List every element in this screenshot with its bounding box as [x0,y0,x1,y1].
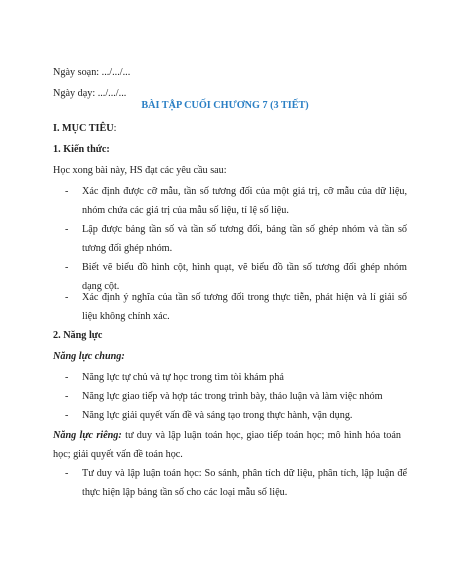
specific-competence-paragraph [53,426,401,464]
document-title: BÀI TẬP CUỐI CHƯƠNG 7 (3 TIẾT) [141,100,309,111]
bullet-dash: - [65,224,69,235]
bullet-dash: - [65,292,69,303]
list-item-text: Xác định được cỡ mẫu, tần số tương đối của một giá trị, cỡ mẫu của dữ liệu, nhóm chứa các giá trị của mẫu số liệu, tỉ lệ số liệu. [82,186,407,216]
bullet-dash: - [65,186,69,197]
knowledge-intro: Học xong bài này, HS đạt các yêu cầu sau: [53,165,227,176]
general-competence-heading: Năng lực chung: [53,351,125,362]
section-heading-colon: : [113,123,117,134]
bullet-dash: - [65,468,69,479]
date-taught: Ngày dạy: .../.../... [53,88,127,99]
specific-competence-label: Năng lực riêng: [53,430,122,441]
bullet-dash: - [65,391,69,402]
bullet-dash: - [65,372,69,383]
knowledge-heading: 1. Kiến thức: [53,144,110,155]
bullet-dash: - [65,262,69,273]
list-item-text: Năng lực giao tiếp và hợp tác trong trình bày, thảo luận và làm việc nhóm [82,391,383,402]
competence-heading: 2. Năng lực [53,330,103,341]
list-item-text: Tư duy và lập luận toán học: So sánh, phân tích dữ liệu, phân tích, lập luận để thực hiện lập bảng tần số cho các loại mẫu số liệu. [82,468,407,498]
bullet-dash: - [65,410,69,421]
list-item-text: Năng lực giải quyết vấn đề và sáng tạo trong thực hành, vận dụng. [82,410,353,421]
date-prepared: Ngày soạn: .../.../... [53,67,131,78]
list-item-text: Lập được bảng tần số và tần số tương đối, bảng tần số ghép nhóm và tần số tương đối ghép nhóm. [82,224,407,254]
list-item-text: Biết vẽ biểu đồ hình cột, hình quạt, vẽ biểu đồ tần số tương đối ghép nhóm dạng cột. [82,262,407,292]
section-heading-objectives [53,123,117,135]
specific-competence-text: tư duy và lập luận toán học, giao tiếp toán học; mô hình hóa toán học; giải quyết vấn đề toán học. [53,430,401,460]
list-item-text: Năng lực tự chủ và tự học trong tìm tòi khám phá [82,372,284,383]
list-item-text: Xác định ý nghĩa của tần số tương đối trong thực tiễn, phát hiện và lí giải số liệu không chính xác. [82,292,407,322]
section-heading-text: I. MỤC TIÊU [53,123,114,134]
